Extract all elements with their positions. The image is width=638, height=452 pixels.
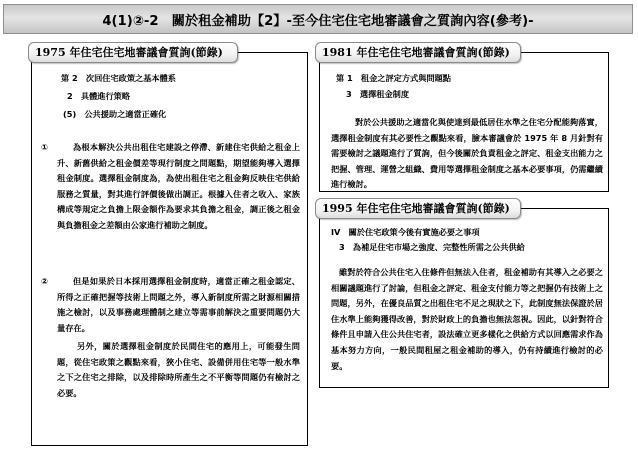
paragraph-1975-1: 為根本解決公共出租住宅建設之停滯、新建住宅供給之租金上升、新舊供給之租金價差等現行制度之問題點，期望能夠導入選擇租金制度。選擇租金制度為，為使出租住宅之租金夠反映住宅供給服務之質量，對其進行評價後做出調正。根據入住者之收入、家族構成等規定之負擔上限金額作為要求其負擔之租金，調正後之租金與負擔租金之差額由公家進行補助之制度。 bbox=[57, 142, 300, 230]
sub-heading-1975-b: (5) 公共援助之適當正確化 bbox=[63, 109, 167, 119]
section-heading-1995: IV 關於住宅政策今後有實施必要之事項 bbox=[331, 227, 480, 237]
page-title bbox=[3, 4, 633, 34]
panel-1981 bbox=[319, 52, 609, 192]
section-heading-1981: 第 1 租金之評定方式與問題點 bbox=[336, 73, 451, 83]
sub-heading-1975-a: 2 具體進行策略 bbox=[67, 91, 131, 101]
paragraph-1975-2a: 但是如果於日本採用選擇租金制度時，適當正確之租金認定、所得之正確把握等技術上問題之外，導入新制度所需之財源相關措施之檢討，以及事務處理體制之建立等需事前解決之重要問題仍大量存在。 bbox=[57, 276, 300, 333]
panel-1995 bbox=[319, 208, 609, 388]
tab-1981-label: 1981 年住宅住宅地審議會質詢(節錄) bbox=[315, 42, 521, 63]
page-title-text: 4(1)②-2 關於租金補助【2】-至今住宅住宅地審議會之質詢內容(參考)- bbox=[102, 13, 534, 29]
tab-1975-label: 1975 年住宅住宅地審議會質詢(節錄) bbox=[28, 42, 238, 63]
tab-1995-label: 1995 年住宅住宅地審議會質詢(節錄) bbox=[315, 198, 521, 219]
paragraph-1981: 對於公共援助之適當化與使達到最低居住水準之住宅分配能夠落實，選擇租金制度有其必要性之觀點來看，臉本審議會於 1975 年 8 月針對有需要檢討之議題進行了質詢，但今後關於負責租金之評定、租金支出能力之把握、管理、運營之組織、費用等選擇租金制度之基本必要事項，仍需繼續進行檢討。 bbox=[331, 117, 603, 190]
sub-heading-1981: 3 選擇租金制度 bbox=[346, 89, 410, 99]
marker-circled-1: ① bbox=[41, 142, 48, 152]
sub-heading-1995: 3 為補足住宅市場之強度、完整性所需之公共供給 bbox=[339, 242, 525, 252]
paragraph-1975-2b: 另外，關於選擇租金制度於民間住宅的應用上，可能發生問題，從住宅政策之觀點來看，狹小住宅、設備併用住宅等一般水準之下之住宅之排除，以及排除時所產生之不平衡等問題仍有檢討之必要。 bbox=[57, 341, 300, 398]
section-heading-1975: 第 2 次回住宅政策之基本體系 bbox=[61, 73, 176, 83]
marker-circled-2: ② bbox=[41, 276, 48, 286]
panel-1975 bbox=[31, 52, 308, 446]
paragraph-1995: 雖對於符合公共住宅入住條件但無法入住者，租金補助有其導入之必要之相關議題進行了討論，但租金之評定、租金支付能力等之把握仍有技術上之問題，另外，在優良品質之出租住宅不足之現狀之下，此制度無法保證於居住水準上能夠獲得改善，對於財政上的負擔也無法忽視。因此，以針對符合條件且申請入住公共住宅者，設法確立更多樣化之供給方式以回應需求作為基本努力方向，一般民間租屋之租金補助的導入，仍有持續進行檢討的必要。 bbox=[331, 267, 603, 371]
